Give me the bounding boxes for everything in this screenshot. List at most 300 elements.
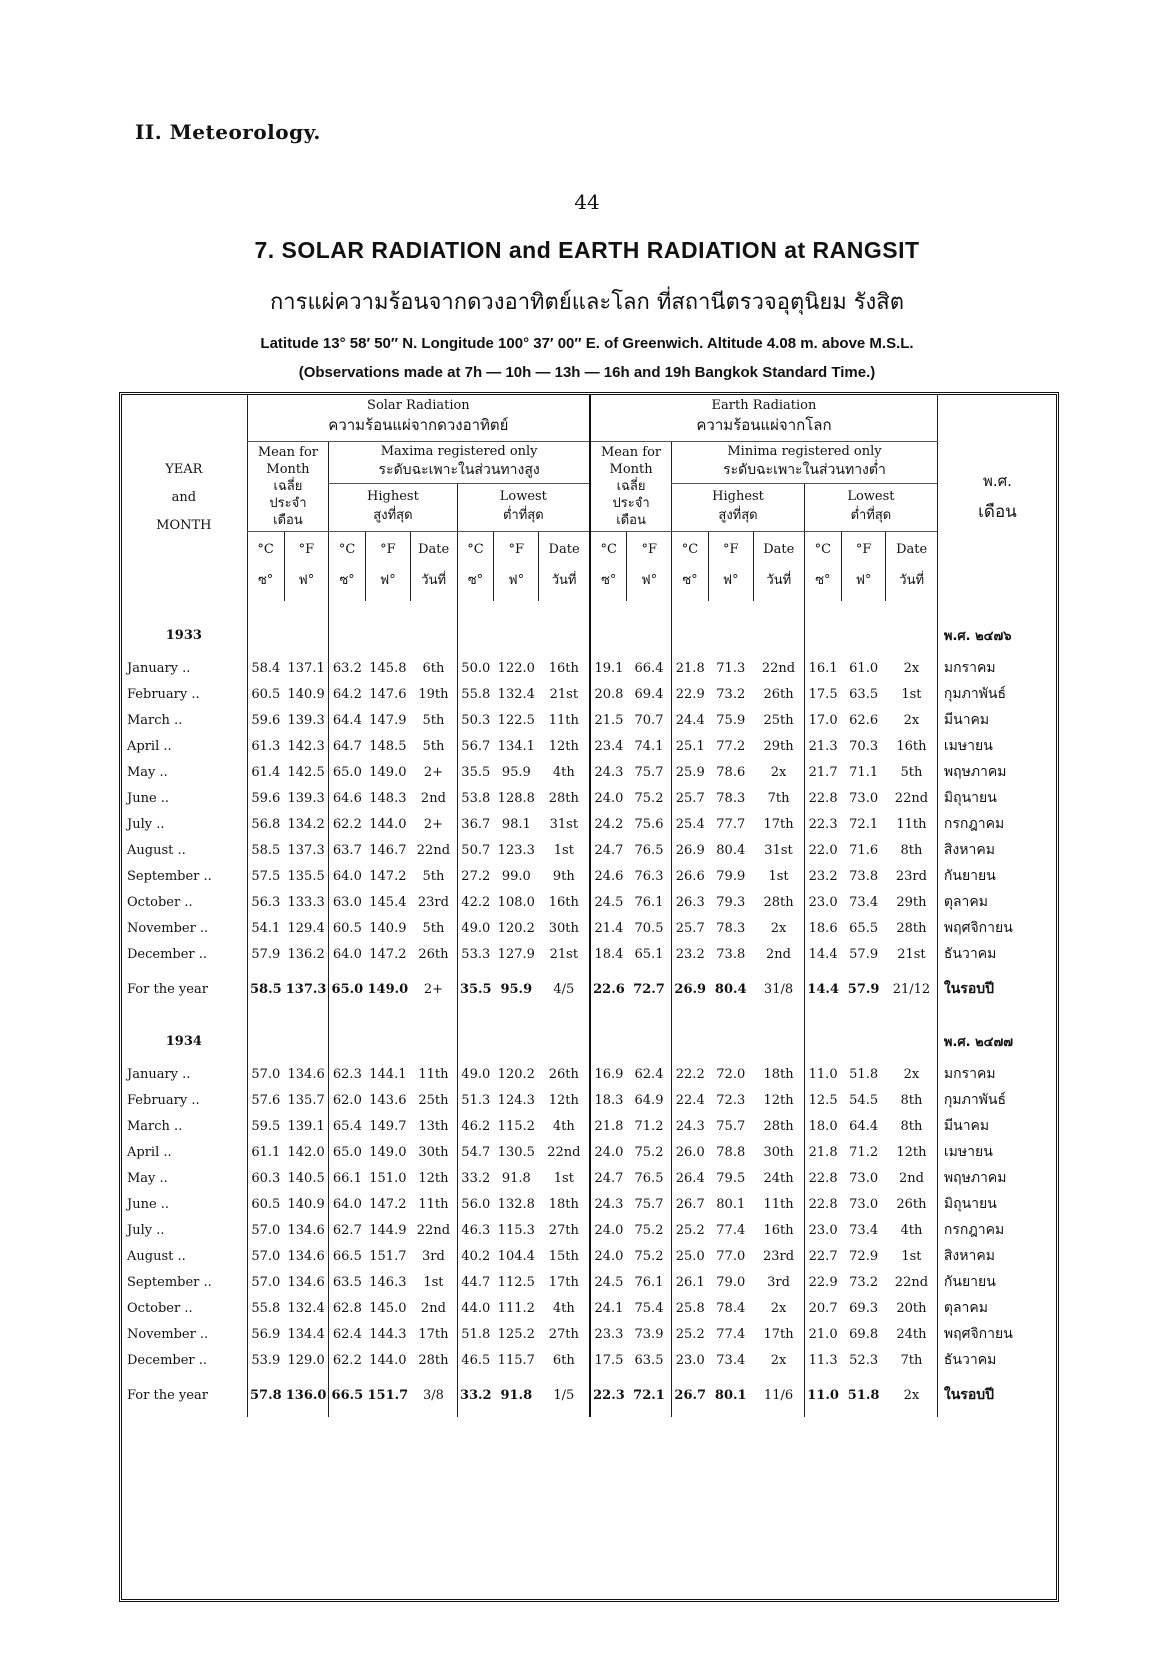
value-cell: 71.2: [634, 1118, 664, 1134]
value-cell: 25.9: [672, 759, 709, 785]
value-cell: 133.3: [287, 894, 325, 910]
value-cell: 62.6: [849, 712, 879, 728]
value-cell: 98.1: [501, 816, 531, 832]
value-cell: 26.6: [672, 863, 709, 889]
value-cell: 134.6: [287, 1274, 325, 1290]
table-row: [121, 889, 1057, 915]
thai-month-label: กุมภาพันธ์: [937, 1087, 1057, 1113]
value-cell: 73.8: [849, 868, 879, 884]
value-cell: 62.0: [329, 1087, 366, 1113]
value-cell: 63.7: [329, 837, 366, 863]
table-row: [121, 1191, 1057, 1217]
value-cell: 24.0: [590, 1139, 627, 1165]
value-cell: 23rd: [762, 1248, 795, 1264]
unit-header-date: Date วันที่: [539, 531, 590, 601]
value-cell: 12th: [548, 1092, 579, 1108]
month-label: March ..: [127, 712, 183, 728]
value-cell: 139.1: [287, 1118, 325, 1134]
value-cell: 8th: [900, 842, 923, 858]
thai-month-label: มีนาคม: [937, 1113, 1057, 1139]
value-cell: 1st: [901, 686, 922, 702]
earth-mean-header: Mean for Month เฉลี่ย ประจำ เดือน: [590, 441, 672, 531]
value-cell: 25.7: [672, 915, 709, 941]
value-cell: 70.3: [849, 738, 879, 754]
value-cell: 145.0: [369, 1300, 407, 1316]
value-cell: 26.4: [672, 1165, 709, 1191]
value-cell: 22nd: [416, 1222, 451, 1238]
thai-month-label: พฤศจิกายน: [937, 1321, 1057, 1347]
value-cell: 148.5: [369, 738, 407, 754]
value-cell: 23.0: [672, 1347, 709, 1373]
unit-header-fahrenheit: °F ฟ°: [627, 531, 672, 601]
value-cell: 3/8: [422, 1387, 444, 1403]
value-cell: 24.3: [590, 1191, 627, 1217]
value-cell: 28th: [763, 894, 794, 910]
value-cell: 26.7: [672, 1191, 709, 1217]
value-cell: 24.0: [590, 785, 627, 811]
value-cell: 80.1: [714, 1387, 747, 1403]
value-cell: 21st: [897, 946, 926, 962]
value-cell: 64.0: [329, 1191, 366, 1217]
value-cell: 17.0: [804, 707, 841, 733]
value-cell: 22.7: [804, 1243, 841, 1269]
value-cell: 130.5: [497, 1144, 535, 1160]
value-cell: 2nd: [420, 790, 446, 806]
value-cell: 2+: [423, 764, 443, 780]
thai-month-label: ในรอบปี: [937, 967, 1057, 1011]
value-cell: 14.4: [804, 941, 841, 967]
value-cell: 151.0: [369, 1170, 407, 1186]
value-cell: 145.8: [369, 660, 407, 676]
unit-header-celsius: °C ซ°: [672, 531, 709, 601]
value-cell: 144.1: [369, 1066, 407, 1082]
table-row: [121, 1243, 1057, 1269]
unit-header-fahrenheit: °F ฟ°: [284, 531, 329, 601]
value-cell: 78.8: [716, 1144, 746, 1160]
value-cell: 72.9: [849, 1248, 879, 1264]
value-cell: 24.7: [590, 837, 627, 863]
value-cell: 134.6: [287, 1066, 325, 1082]
value-cell: 134.4: [287, 1326, 325, 1342]
value-cell: 135.7: [287, 1092, 325, 1108]
value-cell: 24.6: [590, 863, 627, 889]
thai-month-label: ตุลาคม: [937, 889, 1057, 915]
value-cell: 22.8: [804, 1191, 841, 1217]
value-cell: 95.9: [501, 764, 531, 780]
minima-header: Minima registered only ระดับฉะเพาะในส่วนทางต่ำ: [672, 441, 938, 483]
value-cell: 75.2: [634, 790, 664, 806]
thai-month-label: ธันวาคม: [937, 941, 1057, 967]
thai-month-label: มกราคม: [937, 655, 1057, 681]
value-cell: 24.3: [672, 1113, 709, 1139]
value-cell: 8th: [900, 1092, 923, 1108]
value-cell: 59.6: [247, 707, 284, 733]
unit-header-celsius: °C ซ°: [590, 531, 627, 601]
value-cell: 70.5: [634, 920, 664, 936]
value-cell: 78.3: [716, 790, 746, 806]
value-cell: 64.7: [329, 733, 366, 759]
value-cell: 73.0: [849, 1170, 879, 1186]
value-cell: 122.0: [497, 660, 535, 676]
value-cell: 2x: [770, 1300, 787, 1316]
year-month-header: YEAR and MONTH: [156, 462, 212, 533]
table-row: [121, 1217, 1057, 1243]
table-row: [121, 707, 1057, 733]
table-row: [121, 1113, 1057, 1139]
unit-header-date: Date วันที่: [886, 531, 937, 601]
thai-month-label: ตุลาคม: [937, 1295, 1057, 1321]
value-cell: 136.2: [287, 946, 325, 962]
solar-mean-header: Mean for Month เฉลี่ย ประจำ เดือน: [247, 441, 329, 531]
value-cell: 22nd: [547, 1144, 581, 1160]
unit-header-celsius: °C ซ°: [804, 531, 841, 601]
value-cell: 27.2: [457, 863, 494, 889]
value-cell: 137.1: [287, 660, 325, 676]
month-label: November ..: [127, 1326, 209, 1342]
month-label: February ..: [127, 686, 200, 702]
value-cell: 65.4: [329, 1113, 366, 1139]
value-cell: 65.0: [329, 967, 366, 1011]
value-cell: 55.8: [247, 1295, 284, 1321]
value-cell: 24th: [896, 1326, 927, 1342]
value-cell: 35.5: [457, 759, 494, 785]
value-cell: 56.8: [247, 811, 284, 837]
year-total-row: [121, 967, 1057, 1011]
value-cell: 18th: [548, 1196, 579, 1212]
value-cell: 78.3: [716, 920, 746, 936]
value-cell: 99.0: [501, 868, 531, 884]
value-cell: 78.6: [716, 764, 746, 780]
value-cell: 73.0: [849, 790, 879, 806]
value-cell: 74.1: [634, 738, 664, 754]
value-cell: 26.0: [672, 1139, 709, 1165]
month-label: January ..: [127, 1066, 191, 1082]
value-cell: 15th: [548, 1248, 579, 1264]
value-cell: 132.4: [287, 1300, 325, 1316]
value-cell: 112.5: [497, 1274, 535, 1290]
value-cell: 66.4: [634, 660, 664, 676]
value-cell: 76.5: [634, 842, 664, 858]
value-cell: 124.3: [497, 1092, 535, 1108]
value-cell: 29th: [763, 738, 794, 754]
value-cell: 58.5: [247, 837, 284, 863]
value-cell: 56.7: [457, 733, 494, 759]
value-cell: 91.8: [500, 1387, 533, 1403]
value-cell: 143.6: [369, 1092, 407, 1108]
value-cell: 12th: [763, 1092, 794, 1108]
value-cell: 151.7: [369, 1248, 407, 1264]
value-cell: 46.5: [457, 1347, 494, 1373]
value-cell: 22.9: [804, 1269, 841, 1295]
value-cell: 22nd: [894, 790, 929, 806]
table-row: [121, 941, 1057, 967]
value-cell: 16.1: [804, 655, 841, 681]
value-cell: 24.7: [590, 1165, 627, 1191]
year-label: 1933: [165, 627, 202, 643]
value-cell: 3rd: [767, 1274, 790, 1290]
value-cell: 2x: [903, 712, 920, 728]
value-cell: 23.0: [804, 1217, 841, 1243]
value-cell: 18.4: [590, 941, 627, 967]
table-row: [121, 759, 1057, 785]
value-cell: 139.3: [287, 790, 325, 806]
value-cell: 14.4: [804, 967, 841, 1011]
value-cell: 12th: [896, 1144, 927, 1160]
value-cell: 31st: [764, 842, 793, 858]
total-label: For the year: [127, 981, 208, 997]
value-cell: 13th: [418, 1118, 449, 1134]
value-cell: 27th: [548, 1222, 579, 1238]
value-cell: 2x: [903, 1387, 920, 1403]
value-cell: 62.4: [634, 1066, 664, 1082]
value-cell: 71.3: [716, 660, 746, 676]
value-cell: 145.4: [369, 894, 407, 910]
value-cell: 44.0: [457, 1295, 494, 1321]
value-cell: 11th: [418, 1196, 449, 1212]
value-cell: 95.9: [500, 981, 533, 997]
value-cell: 8th: [900, 1118, 923, 1134]
value-cell: 149.0: [369, 1144, 407, 1160]
unit-header-date: Date วันที่: [410, 531, 457, 601]
earth-highest-header: Highest สูงที่สุด: [672, 483, 805, 531]
value-cell: 16th: [763, 1222, 794, 1238]
value-cell: 56.9: [247, 1321, 284, 1347]
month-label: December ..: [127, 946, 208, 962]
table-row: [121, 863, 1057, 889]
solar-lowest-header: Lowest ต่ำที่สุด: [457, 483, 590, 531]
value-cell: 79.9: [716, 868, 746, 884]
year-total-row: [121, 1373, 1057, 1417]
value-cell: 75.6: [634, 816, 664, 832]
unit-header-fahrenheit: °F ฟ°: [366, 531, 411, 601]
table-row: [121, 1321, 1057, 1347]
value-cell: 57.9: [849, 946, 879, 962]
value-cell: 51.8: [847, 1387, 880, 1403]
value-cell: 134.1: [497, 738, 535, 754]
value-cell: 11th: [763, 1196, 794, 1212]
value-cell: 64.0: [329, 863, 366, 889]
value-cell: 57.0: [247, 1269, 284, 1295]
thai-month-label: พฤศจิกายน: [937, 915, 1057, 941]
value-cell: 135.5: [287, 868, 325, 884]
value-cell: 25.2: [672, 1321, 709, 1347]
value-cell: 73.4: [849, 1222, 879, 1238]
value-cell: 57.0: [247, 1061, 284, 1087]
month-label: July ..: [127, 1222, 165, 1238]
month-label: August ..: [127, 1248, 186, 1264]
value-cell: 57.8: [247, 1373, 284, 1417]
value-cell: 129.0: [287, 1352, 325, 1368]
value-cell: 23.3: [590, 1321, 627, 1347]
value-cell: 23rd: [417, 894, 449, 910]
value-cell: 51.3: [457, 1087, 494, 1113]
value-cell: 53.9: [247, 1347, 284, 1373]
page-title: 7. SOLAR RADIATION and EARTH RADIATION at RANGSIT: [254, 237, 920, 263]
value-cell: 137.3: [287, 842, 325, 858]
value-cell: 61.0: [849, 660, 879, 676]
value-cell: 17th: [763, 816, 794, 832]
value-cell: 21/12: [892, 981, 931, 997]
thai-month-label: มีนาคม: [937, 707, 1057, 733]
value-cell: 50.0: [457, 655, 494, 681]
value-cell: 72.1: [849, 816, 879, 832]
value-cell: 26th: [418, 946, 449, 962]
year-header-row: [121, 615, 1057, 655]
section-heading: II. Meteorology.: [135, 120, 321, 144]
value-cell: 75.7: [716, 1118, 746, 1134]
value-cell: 63.0: [329, 889, 366, 915]
value-cell: 72.0: [716, 1066, 746, 1082]
value-cell: 26.9: [672, 967, 709, 1011]
month-label: March ..: [127, 1118, 183, 1134]
value-cell: 62.2: [329, 1347, 366, 1373]
value-cell: 18.3: [590, 1087, 627, 1113]
value-cell: 2+: [423, 816, 443, 832]
value-cell: 22.3: [590, 1373, 627, 1417]
value-cell: 127.9: [497, 946, 535, 962]
value-cell: 115.7: [497, 1352, 535, 1368]
table-row: [121, 681, 1057, 707]
thai-year-label: พ.ศ. ๒๔๗๖: [937, 615, 1057, 655]
value-cell: 72.3: [716, 1092, 746, 1108]
value-cell: 9th: [552, 868, 575, 884]
value-cell: 28th: [548, 790, 579, 806]
value-cell: 20.7: [804, 1295, 841, 1321]
value-cell: 69.4: [634, 686, 664, 702]
value-cell: 4th: [552, 1118, 575, 1134]
value-cell: 49.0: [457, 1061, 494, 1087]
value-cell: 75.7: [634, 764, 664, 780]
value-cell: 11/6: [763, 1387, 794, 1403]
value-cell: 115.2: [497, 1118, 535, 1134]
table-row: [121, 1165, 1057, 1191]
value-cell: 7th: [767, 790, 790, 806]
value-cell: 21.7: [804, 759, 841, 785]
year-label: 1934: [165, 1033, 202, 1049]
value-cell: 5th: [900, 764, 923, 780]
value-cell: 1st: [553, 842, 574, 858]
value-cell: 120.2: [497, 920, 535, 936]
value-cell: 17.5: [804, 681, 841, 707]
value-cell: 23.2: [804, 863, 841, 889]
value-cell: 52.3: [849, 1352, 879, 1368]
value-cell: 63.5: [329, 1269, 366, 1295]
value-cell: 22nd: [894, 1274, 929, 1290]
value-cell: 75.2: [634, 1222, 664, 1238]
value-cell: 40.2: [457, 1243, 494, 1269]
unit-row: [121, 531, 1057, 601]
value-cell: 28th: [418, 1352, 449, 1368]
value-cell: 137.3: [285, 981, 327, 997]
month-label: August ..: [127, 842, 186, 858]
value-cell: 75.9: [716, 712, 746, 728]
value-cell: 75.4: [634, 1300, 664, 1316]
month-label: September ..: [127, 868, 212, 884]
thai-month-label: ในรอบปี: [937, 1373, 1057, 1417]
value-cell: 21st: [549, 686, 579, 702]
value-cell: 22.9: [672, 681, 709, 707]
value-cell: 31st: [549, 816, 579, 832]
value-cell: 140.9: [287, 1196, 325, 1212]
radiation-table: [121, 395, 1057, 1417]
value-cell: 70.7: [634, 712, 664, 728]
value-cell: 12th: [418, 1170, 449, 1186]
value-cell: 77.0: [716, 1248, 746, 1264]
value-cell: 91.8: [501, 1170, 531, 1186]
value-cell: 21st: [549, 946, 579, 962]
value-cell: 65.5: [849, 920, 879, 936]
value-cell: 149.7: [369, 1118, 407, 1134]
value-cell: 77.7: [716, 816, 746, 832]
value-cell: 1st: [553, 1170, 574, 1186]
value-cell: 4th: [552, 764, 575, 780]
value-cell: 57.5: [247, 863, 284, 889]
value-cell: 147.2: [369, 1196, 407, 1212]
value-cell: 60.5: [247, 1191, 284, 1217]
value-cell: 76.3: [634, 868, 664, 884]
value-cell: 64.6: [329, 785, 366, 811]
value-cell: 62.7: [329, 1217, 366, 1243]
value-cell: 75.7: [634, 1196, 664, 1212]
value-cell: 22.3: [804, 811, 841, 837]
value-cell: 21.3: [804, 733, 841, 759]
value-cell: 146.7: [369, 842, 407, 858]
value-cell: 60.5: [329, 915, 366, 941]
value-cell: 30th: [548, 920, 579, 936]
thai-month-label: สิงหาคม: [937, 1243, 1057, 1269]
thai-title: การแผ่ความร้อนจากดวงอาทิตย์และโลก ที่สถานีตรวจอุตุนิยม รังสิต: [269, 290, 905, 315]
value-cell: 57.9: [247, 941, 284, 967]
value-cell: 18th: [763, 1066, 794, 1082]
value-cell: 22.8: [804, 785, 841, 811]
table-body: [121, 601, 1057, 1417]
value-cell: 75.2: [634, 1144, 664, 1160]
thai-month-label: กันยายน: [937, 863, 1057, 889]
value-cell: 147.2: [369, 868, 407, 884]
thai-month-header: พ.ศ. เดือน: [937, 395, 1057, 601]
thai-month-label: มิถุนายน: [937, 785, 1057, 811]
value-cell: 33.2: [457, 1373, 494, 1417]
value-cell: 25.7: [672, 785, 709, 811]
value-cell: 46.2: [457, 1113, 494, 1139]
value-cell: 24.5: [590, 889, 627, 915]
value-cell: 134.2: [287, 816, 325, 832]
value-cell: 144.0: [369, 816, 407, 832]
unit-header-celsius: °C ซ°: [329, 531, 366, 601]
value-cell: 42.2: [457, 889, 494, 915]
value-cell: 69.3: [849, 1300, 879, 1316]
value-cell: 78.4: [716, 1300, 746, 1316]
value-cell: 146.3: [369, 1274, 407, 1290]
value-cell: 61.3: [247, 733, 284, 759]
value-cell: 4/5: [553, 981, 575, 997]
total-label: For the year: [127, 1387, 208, 1403]
value-cell: 26th: [896, 1196, 927, 1212]
year-header-row: [121, 1021, 1057, 1061]
value-cell: 79.0: [716, 1274, 746, 1290]
value-cell: 16.9: [590, 1061, 627, 1087]
table-row: [121, 1139, 1057, 1165]
value-cell: 71.2: [849, 1144, 879, 1160]
value-cell: 76.1: [634, 1274, 664, 1290]
value-cell: 66.5: [329, 1373, 366, 1417]
value-cell: 21.8: [804, 1139, 841, 1165]
month-label: May ..: [127, 1170, 168, 1186]
value-cell: 5th: [422, 738, 445, 754]
value-cell: 147.2: [369, 946, 407, 962]
value-cell: 129.4: [287, 920, 325, 936]
value-cell: 140.9: [369, 920, 407, 936]
